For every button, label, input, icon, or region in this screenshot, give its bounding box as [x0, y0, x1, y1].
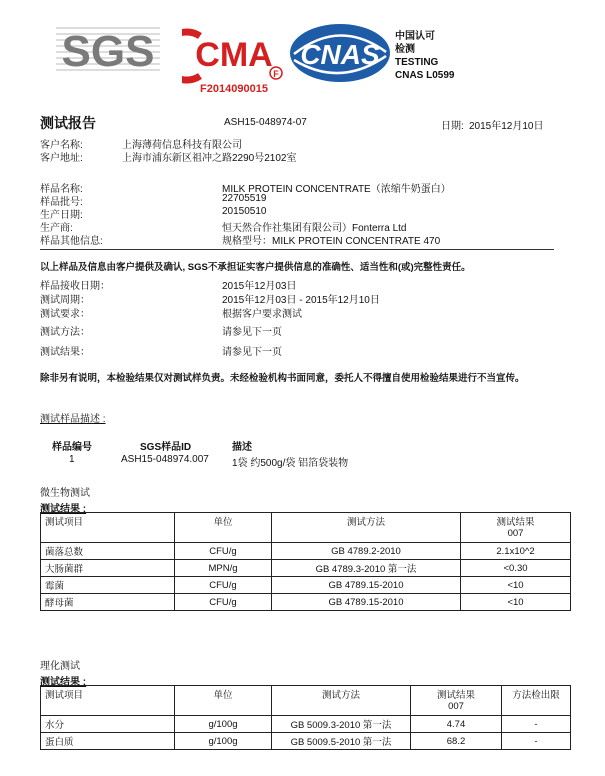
sample-desc-header-desc: 描述	[232, 442, 252, 453]
cell: GB 5009.3-2010 第一法	[272, 716, 411, 733]
disclaimer-results: 除非另有说明，本检验结果仅对测试样负责。未经检验机构书面同意，委托人不得擅自使用检验结果进行不当宣传。	[40, 373, 525, 384]
table-header: 单位	[175, 686, 272, 716]
cell: GB 4789.15-2010	[272, 577, 461, 594]
cell: 霉菌	[41, 577, 175, 594]
sample-desc-header-id: SGS样品ID	[140, 442, 192, 453]
cell: GB 4789.15-2010	[272, 594, 461, 611]
table-header: 测试项目	[41, 686, 175, 716]
cma-logo-text: CMA	[195, 36, 273, 74]
cell: 大肠菌群	[41, 560, 175, 577]
report-date-label: 日期:	[441, 121, 464, 132]
cell: g/100g	[175, 733, 272, 750]
prod-date-value: 20150510	[222, 206, 267, 217]
svg-text:F: F	[273, 69, 279, 79]
other-info-value: 规格型号：MILK PROTEIN CONCENTRATE 470	[222, 236, 441, 247]
manufacturer-label: 生产商:	[40, 223, 73, 234]
cell: 4.74	[411, 716, 502, 733]
disclaimer-client-info: 以上样品及信息由客户提供及确认, SGS不承担证实客户提供信息的准确性、适当性和(或)完整性责任。	[40, 262, 471, 273]
chem-results-label: 测试结果 :	[40, 677, 87, 688]
table-header: 测试项目	[41, 513, 175, 543]
table-row	[41, 716, 571, 733]
sgs-logo	[56, 22, 160, 74]
cell: GB 4789.3-2010 第一法	[272, 560, 461, 577]
sample-id: 007	[448, 701, 464, 712]
method-value: 请参见下一页	[222, 327, 282, 338]
sample-desc-id: ASH15-048974.007	[121, 454, 209, 465]
cell: 酵母菌	[41, 594, 175, 611]
sample-desc-desc: 1袋 约500g/袋 铝箔袋装物	[232, 458, 349, 469]
cell: 水分	[41, 716, 175, 733]
sample-desc-header-no: 样品编号	[52, 442, 92, 453]
micro-results-table	[40, 512, 571, 611]
table-row	[41, 577, 571, 594]
prod-date-label: 生产日期:	[40, 210, 83, 221]
table-header-result	[411, 686, 502, 716]
client-address-label: 客户地址:	[40, 153, 83, 164]
cell: -	[502, 716, 571, 733]
cell: CFU/g	[175, 543, 272, 560]
cell: <10	[461, 577, 571, 594]
cell: CFU/g	[175, 577, 272, 594]
accreditation-line: 检测	[395, 44, 415, 55]
table-header-result	[461, 513, 571, 543]
sample-desc-title: 测试样品描述 :	[40, 414, 106, 425]
client-name: 上海薄荷信息科技有限公司	[122, 140, 242, 151]
table-header: 单位	[175, 513, 272, 543]
report-number: ASH15-048974-07	[224, 117, 307, 128]
accreditation-line: CNAS L0599	[395, 70, 455, 81]
result-value: 请参见下一页	[222, 347, 282, 358]
cell: g/100g	[175, 716, 272, 733]
period-value: 2015年12月03日 - 2015年12月10日	[222, 295, 380, 306]
table-row	[41, 560, 571, 577]
cell: 2.1x10^2	[461, 543, 571, 560]
batch-label: 样品批号:	[40, 197, 83, 208]
cell: <10	[461, 594, 571, 611]
cnas-logo	[288, 22, 392, 84]
manufacturer-value: 恒天然合作社集团有限公司）Fonterra Ltd	[222, 223, 407, 234]
table-header: 测试方法	[272, 513, 461, 543]
table-row	[41, 733, 571, 750]
other-info-label: 样品其他信息:	[40, 236, 103, 247]
table-header: 方法检出限	[502, 686, 571, 716]
cell: GB 4789.2-2010	[272, 543, 461, 560]
chem-results-table	[40, 685, 571, 750]
client-name-label: 客户名称:	[40, 140, 83, 151]
report-title: 测试报告	[40, 115, 96, 131]
cma-code: F2014090015	[200, 83, 268, 95]
divider	[40, 249, 554, 250]
result-label: 测试结果：	[40, 347, 90, 358]
report-date: 2015年12月10日	[469, 121, 544, 132]
micro-results-label: 测试结果 :	[40, 504, 87, 515]
requirement-value: 根据客户要求测试	[222, 309, 302, 320]
sample-desc-no: 1	[69, 454, 75, 465]
sample-id: 007	[507, 528, 524, 539]
batch-value: 22705519	[222, 193, 267, 204]
table-header: 测试结果	[496, 517, 535, 528]
sample-name-label: 样品名称:	[40, 184, 83, 195]
table-header: 测试结果	[436, 690, 475, 701]
cell: MPN/g	[175, 560, 272, 577]
accreditation-line: 中国认可	[395, 31, 435, 42]
requirement-label: 测试要求：	[40, 309, 90, 320]
period-label: 测试周期：	[40, 295, 90, 306]
sample-name: MILK PROTEIN CONCENTRATE（浓缩牛奶蛋白）	[222, 184, 451, 195]
table-header: 测试方法	[272, 686, 411, 716]
chem-section-title: 理化测试	[40, 661, 80, 672]
cell: 68.2	[411, 733, 502, 750]
cma-logo	[182, 26, 292, 96]
table-row	[41, 594, 571, 611]
cell: 蛋白质	[41, 733, 175, 750]
cnas-logo-text: CNAS	[300, 39, 380, 70]
cell: <0.30	[461, 560, 571, 577]
accreditation-line: TESTING	[395, 57, 439, 68]
method-label: 测试方法：	[40, 327, 90, 338]
accreditation-block	[395, 30, 454, 82]
table-row	[41, 543, 571, 560]
cell: CFU/g	[175, 594, 272, 611]
cell: GB 5009.5-2010 第一法	[272, 733, 411, 750]
sgs-logo-text: SGS	[61, 27, 155, 74]
client-address: 上海市浦东新区祖冲之路2290号2102室	[122, 153, 297, 164]
micro-section-title: 微生物测试	[40, 488, 90, 499]
received-value: 2015年12月03日	[222, 281, 297, 292]
cell: 菌落总数	[41, 543, 175, 560]
received-label: 样品接收日期：	[40, 281, 110, 292]
cell: -	[502, 733, 571, 750]
